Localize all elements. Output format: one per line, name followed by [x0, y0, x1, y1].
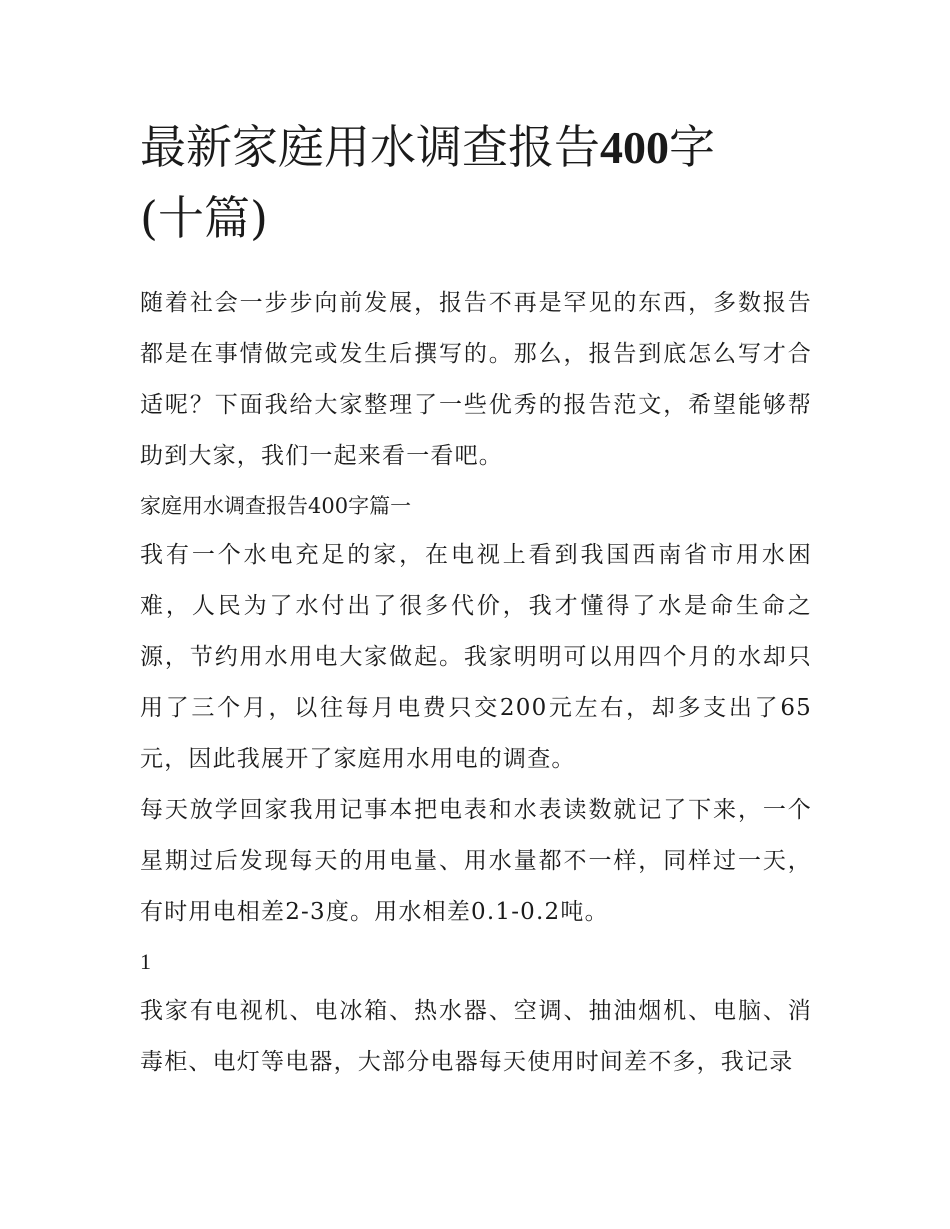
section-heading: 家庭用水调查报告400字篇一 — [140, 494, 412, 518]
document-page — [140, 112, 812, 1088]
body-paragraph-2: 每天放学回家我用记事本把电表和水表读数就记了下来，一个星期过后发现每天的用电量、用水量都不一样，同样过一天，有时用电相差2-3度。用水相差0.1-0.2吨。 — [140, 797, 812, 925]
title-number: 400 — [600, 122, 669, 173]
body-paragraph-1: 我有一个水电充足的家，在电视上看到我国西南省市用水困难，人民为了水付出了很多代价，我才懂得了水是命生命之源，节约用水用电大家做起。我家明明可以用四个月的水却只用了三个月，以往每月电费只交200元左右，却多支出了65元，因此我展开了家庭用水用电的调查。 — [140, 542, 812, 772]
body-paragraph-3: 我家有电视机、电冰箱、热水器、空调、抽油烟机、电脑、消毒柜、电灯等电器，大部分电器每天使用时间差不多，我记录 — [140, 998, 812, 1075]
page-number: 1 — [140, 949, 151, 974]
title-suffix: 字 — [669, 120, 715, 174]
document-title — [140, 112, 812, 254]
intro-paragraph: 随着社会一步步向前发展，报告不再是罕见的东西，多数报告都是在事情做完或发生后撰写的。那么，报告到底怎么写才合适呢？下面我给大家整理了一些优秀的报告范文，希望能够帮助到大家，我们一起来看一看吧。 — [140, 290, 812, 469]
title-text: 最新家庭用水调查报告 — [140, 120, 600, 174]
title-line-2: (十篇) — [140, 191, 268, 245]
